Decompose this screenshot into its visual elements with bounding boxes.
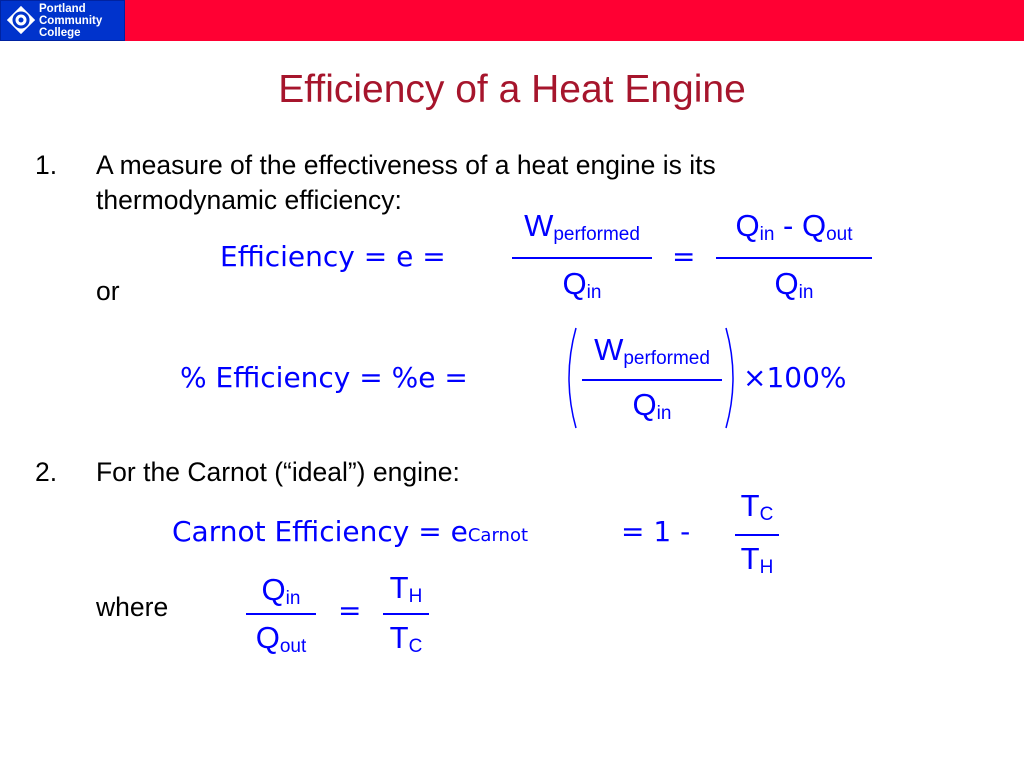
logo-line-3: College <box>39 27 81 39</box>
one-minus: = 1 - <box>621 515 691 548</box>
carnot-fraction <box>735 488 779 584</box>
heat-in-denominator: Qin <box>632 387 672 424</box>
left-paren-icon <box>560 326 580 430</box>
fraction-bar <box>735 534 779 536</box>
heat-out-denominator: Qout <box>255 620 307 657</box>
item-2-text: For the Carnot (“ideal”) engine: <box>96 457 460 487</box>
temp-hot-denominator: TH <box>740 541 774 578</box>
fraction-bar <box>383 613 429 615</box>
heat-in-numerator: Qin <box>261 572 301 609</box>
heat-difference-numerator: Qin - Qout <box>735 208 853 245</box>
temp-hot-numerator: TH <box>389 570 423 607</box>
slide-title: Efficiency of a Heat Engine <box>278 68 746 111</box>
or-label: or <box>96 276 120 306</box>
fraction-bar <box>582 379 722 381</box>
fraction-bar <box>246 613 316 615</box>
temp-cold-denominator: TC <box>389 620 423 657</box>
fraction-bar <box>512 257 652 259</box>
heat-in-denominator: Qin <box>774 266 814 303</box>
right-paren-icon <box>722 326 742 430</box>
efficiency-fraction-2 <box>716 208 872 308</box>
efficiency-lhs: Efficiency = e = <box>220 240 446 273</box>
college-emblem-icon <box>7 6 35 34</box>
heat-ratio-fraction <box>246 572 316 668</box>
logo-line-1: Portland <box>39 3 86 15</box>
efficiency-fraction-1 <box>512 208 652 308</box>
percent-efficiency-lhs: % Efficiency = %e = <box>180 361 468 394</box>
item-2-number: 2. <box>35 457 58 487</box>
logo-text <box>39 3 102 39</box>
item-1-number: 1. <box>35 150 58 180</box>
times-100-percent: ×100% <box>743 361 847 394</box>
item-1-text-line-2: thermodynamic efficiency: <box>96 185 402 215</box>
equals-sign-where: = <box>338 594 362 627</box>
logo-line-2: Community <box>39 15 103 27</box>
temp-ratio-fraction <box>383 570 429 666</box>
carnot-efficiency-lhs: Carnot Efficiency = eCarnot <box>172 515 529 548</box>
header-bar <box>0 0 1024 41</box>
fraction-bar <box>716 257 872 259</box>
college-logo <box>0 0 125 41</box>
equals-sign-1: = <box>672 240 696 273</box>
heat-in-denominator: Qin <box>562 266 602 303</box>
temp-cold-numerator: TC <box>740 488 774 525</box>
work-performed-numerator: Wperformed <box>524 208 640 245</box>
item-1-text-line-1: A measure of the effectiveness of a heat engine is its <box>96 150 716 180</box>
where-label: where <box>96 592 169 622</box>
percent-efficiency-fraction <box>582 332 722 432</box>
work-performed-numerator: Wperformed <box>594 332 710 369</box>
